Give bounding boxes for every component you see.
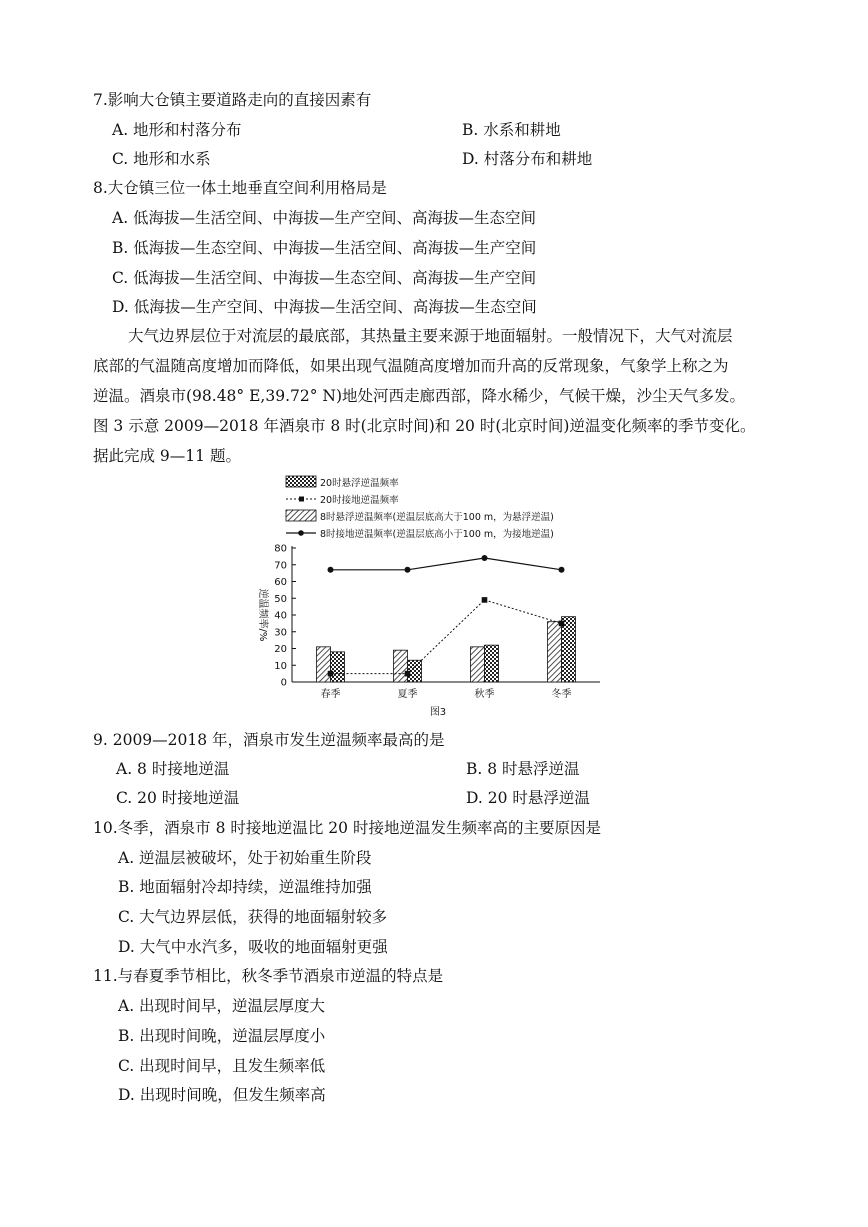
point-s1-0 <box>328 671 334 677</box>
bar-s2-1 <box>394 650 408 682</box>
y-tick-label-2: 20 <box>274 644 287 655</box>
chart-legend <box>286 476 554 540</box>
legend-label-3: 8时接地逆温频率(逆温层底高小于100 m，为接地逆温) <box>320 529 554 540</box>
y-tick-label-0: 0 <box>280 677 287 689</box>
question-10-option-c: C. 大气边界层低，获得的地面辐射较多 <box>118 908 388 926</box>
figure-3-chart <box>240 472 640 722</box>
passage-line-1: 大气边界层位于对流层的最底部，其热量主要来源于地面辐射。一般情况下，大气对流层 <box>128 327 733 345</box>
y-tick-label-8: 80 <box>274 543 287 555</box>
passage-line-2: 底部的气温随高度增加而降低，如果出现气温随高度增加而升高的反常现象，气象学上称之为 <box>93 357 729 375</box>
question-9-option-a: A. 8 时接地逆温 <box>116 760 230 778</box>
legend-marker-3 <box>298 530 304 536</box>
question-10-option-d: D. 大气中水汽多，吸收的地面辐射更强 <box>118 938 388 956</box>
point-s1-2 <box>482 597 488 603</box>
passage-line-5: 据此完成 9—11 题。 <box>93 447 241 465</box>
question-11-option-c: C. 出现时间早，且发生频率低 <box>118 1057 326 1075</box>
bar-s0-3 <box>562 617 576 682</box>
legend-marker-1 <box>299 497 304 502</box>
question-9-option-d: D. 20 时悬浮逆温 <box>466 789 590 807</box>
question-11-stem: 11.与春夏季节相比，秋冬季节酒泉市逆温的特点是 <box>93 967 444 985</box>
passage-line-3: 逆温。酒泉市(98.48° E,39.72° N)地处河西走廊西部，降水稀少，气候干燥，沙尘天气多发。 <box>93 387 746 405</box>
y-tick-label-1: 10 <box>274 660 287 672</box>
question-11-option-b: B. 出现时间晚，逆温层厚度小 <box>118 1027 326 1045</box>
chart-svg <box>240 472 640 722</box>
question-7-option-b: B. 水系和耕地 <box>462 121 561 139</box>
line-series-1 <box>331 600 562 674</box>
question-10-stem: 10.冬季，酒泉市 8 时接地逆温比 20 时接地逆温发生频率高的主要原因是 <box>93 819 601 837</box>
legend-label-1: 20时接地逆温频率 <box>320 495 399 506</box>
y-tick-label-7: 70 <box>274 560 287 572</box>
x-tick-label-2: 秋季 <box>474 689 495 700</box>
bar-s2-0 <box>317 647 331 682</box>
legend-swatch-2 <box>286 510 316 521</box>
passage-line-4: 图 3 示意 2009—2018 年酒泉市 8 时(北京时间)和 20 时(北京时间)逆温变化频率的季节变化。 <box>93 417 756 435</box>
chart-caption: 图3 <box>429 707 447 718</box>
question-7-option-d: D. 村落分布和耕地 <box>462 150 593 168</box>
question-9-option-c: C. 20 时接地逆温 <box>116 789 240 807</box>
point-s3-1 <box>405 567 411 573</box>
question-8-option-d: D. 低海拔—生产空间、中海拔—生活空间、高海拔—生态空间 <box>112 298 537 316</box>
question-8-option-a: A. 低海拔—生活空间、中海拔—生产空间、高海拔—生态空间 <box>112 209 537 227</box>
question-7-option-c: C. 地形和水系 <box>112 150 211 168</box>
question-11-option-d: D. 出现时间晚，但发生频率高 <box>118 1086 326 1104</box>
bar-s2-2 <box>471 647 485 682</box>
question-11-option-a: A. 出现时间早，逆温层厚度大 <box>118 997 326 1015</box>
x-tick-label-1: 夏季 <box>397 689 418 700</box>
y-axis-label: 逆温频率/% <box>257 588 268 642</box>
question-7-stem: 7.影响大仓镇主要道路走向的直接因素有 <box>93 91 372 109</box>
question-10-option-a: A. 逆温层被破坏，处于初始重生阶段 <box>118 849 372 867</box>
legend-swatch-0 <box>286 476 316 487</box>
x-tick-label-3: 冬季 <box>551 689 572 700</box>
question-8-stem: 8.大仓镇三位一体土地垂直空间利用格局是 <box>93 179 387 197</box>
point-s3-3 <box>559 567 565 573</box>
question-8-option-b: B. 低海拔—生态空间、中海拔—生活空间、高海拔—生产空间 <box>112 239 537 257</box>
y-tick-label-4: 40 <box>274 610 287 622</box>
point-s3-0 <box>328 567 334 573</box>
point-s3-2 <box>482 555 488 561</box>
x-tick-label-0: 春季 <box>320 689 341 700</box>
line-series-3 <box>331 558 562 570</box>
point-s1-1 <box>405 671 411 677</box>
chart-bars <box>317 617 576 682</box>
bar-s0-2 <box>485 645 499 682</box>
y-tick-label-5: 50 <box>274 593 287 605</box>
point-s1-3 <box>559 621 565 627</box>
y-tick-label-3: 30 <box>274 627 287 639</box>
y-tick-label-6: 60 <box>274 577 287 588</box>
question-9-option-b: B. 8 时悬浮逆温 <box>466 760 580 778</box>
question-8-option-c: C. 低海拔—生活空间、中海拔—生态空间、高海拔—生产空间 <box>112 269 537 287</box>
bar-s0-0 <box>331 652 345 682</box>
legend-label-2: 8时悬浮逆温频率(逆温层底高大于100 m，为悬浮逆温) <box>320 512 554 523</box>
question-7-option-a: A. 地形和村落分布 <box>112 121 242 139</box>
legend-label-0: 20时悬浮逆温频率 <box>320 478 399 489</box>
chart-lines <box>328 555 565 676</box>
question-10-option-b: B. 地面辐射冷却持续，逆温维持加强 <box>118 878 372 896</box>
question-9-stem: 9. 2009—2018 年，酒泉市发生逆温频率最高的是 <box>93 731 445 749</box>
bar-s2-3 <box>548 622 562 682</box>
